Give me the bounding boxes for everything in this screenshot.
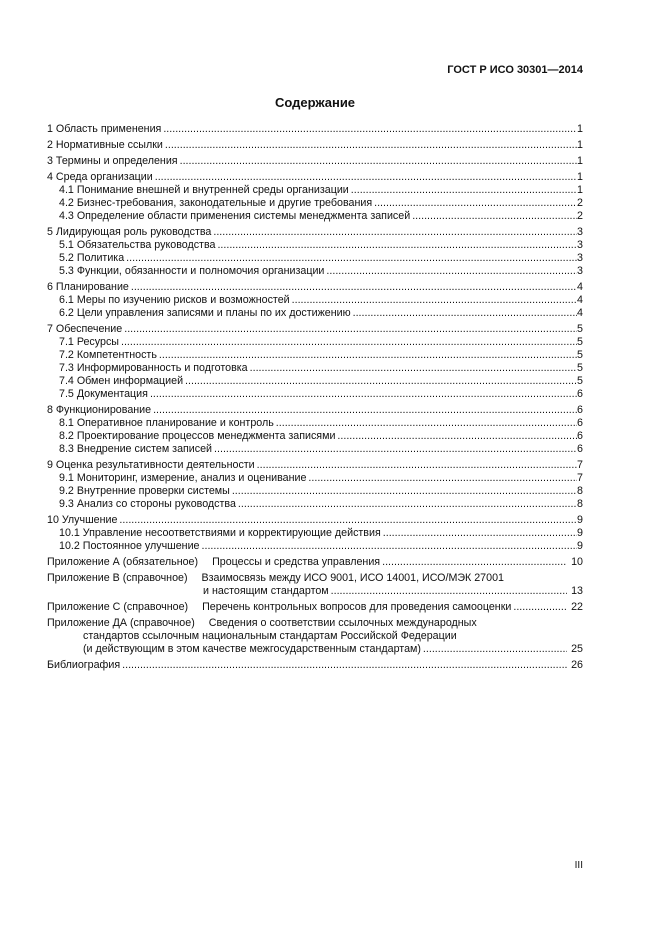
toc-appendix-da-continuation bbox=[47, 630, 583, 643]
toc-entry-page: 3 bbox=[577, 226, 583, 238]
table-of-contents bbox=[47, 123, 583, 672]
dot-leader bbox=[351, 307, 577, 320]
toc-entry-title: 9.2 Внутренние проверки системы bbox=[59, 485, 230, 497]
dot-leader bbox=[148, 388, 577, 401]
toc-entry-page: 1 bbox=[577, 171, 583, 183]
toc-subsection-4-2 bbox=[47, 197, 583, 210]
toc-subsection-10-2 bbox=[47, 540, 583, 553]
toc-section-10 bbox=[47, 514, 583, 527]
toc-entry-page: 4 bbox=[577, 281, 583, 293]
toc-entry-page: 13 bbox=[571, 585, 583, 597]
toc-entry-page: 10 bbox=[571, 556, 583, 568]
dot-leader bbox=[230, 485, 577, 498]
dot-leader bbox=[157, 349, 577, 362]
dot-leader bbox=[335, 430, 577, 443]
toc-subsection-9-2 bbox=[47, 485, 583, 498]
toc-entry-page: 22 bbox=[571, 601, 583, 613]
toc-section-4 bbox=[47, 171, 583, 184]
toc-entry-title: 6.2 Цели управления записями и планы по их достижению bbox=[59, 307, 351, 319]
toc-entry-title: 8 Функционирование bbox=[47, 404, 152, 416]
toc-entry-page: 4 bbox=[577, 294, 583, 306]
dot-leader bbox=[151, 404, 577, 417]
dot-leader bbox=[212, 443, 577, 456]
dot-leader bbox=[248, 362, 577, 375]
toc-subsection-5-3 bbox=[47, 265, 583, 278]
dot-leader bbox=[183, 375, 577, 388]
toc-entry-page: 5 bbox=[577, 349, 583, 361]
appendix-label: Приложение В (справочное) bbox=[47, 572, 188, 584]
dot-leader bbox=[511, 601, 567, 614]
toc-subsection-7-5 bbox=[47, 388, 583, 401]
toc-entry-title: 7.4 Обмен информацией bbox=[59, 375, 184, 387]
toc-entry-page: 26 bbox=[571, 659, 583, 671]
dot-leader bbox=[324, 265, 577, 278]
toc-entry-title: 6.1 Меры по изучению рисков и возможностей bbox=[59, 294, 290, 306]
dot-leader bbox=[329, 585, 567, 598]
toc-entry-page: 4 bbox=[577, 307, 583, 319]
toc-subsection-4-3 bbox=[47, 210, 583, 223]
toc-entry-title: 7 Обеспечение bbox=[47, 323, 123, 335]
dot-leader bbox=[161, 123, 577, 136]
page-title: Содержание bbox=[274, 95, 356, 110]
toc-appendix-da-continuation bbox=[47, 643, 583, 656]
toc-subsection-8-1 bbox=[47, 417, 583, 430]
dot-leader bbox=[381, 527, 577, 540]
toc-entry-title: 5.1 Обязательства руководства bbox=[59, 239, 216, 251]
toc-section-8 bbox=[47, 404, 583, 417]
dot-leader bbox=[200, 540, 578, 553]
toc-entry-title: 10.2 Постоянное улучшение bbox=[59, 540, 200, 552]
dot-leader bbox=[410, 210, 577, 223]
dot-leader bbox=[153, 171, 577, 184]
toc-subsection-8-3 bbox=[47, 443, 583, 456]
toc-entry-title: 2 Нормативные ссылки bbox=[47, 139, 163, 151]
toc-entry-page: 8 bbox=[577, 498, 583, 510]
appendix-title: Взаимосвязь между ИСО 9001, ИСО 14001, ИСО/МЭК 27001 bbox=[201, 572, 504, 584]
toc-entry-page: 1 bbox=[577, 139, 583, 151]
toc-entry-page: 2 bbox=[577, 197, 583, 209]
toc-entry-title: 5.3 Функции, обязанности и полномочия организации bbox=[59, 265, 325, 277]
toc-entry-title: 5.2 Политика bbox=[59, 252, 125, 264]
appendix-title-continuation: стандартов ссылочным национальным стандартам Российской Федерации bbox=[83, 630, 457, 642]
toc-entry-page: 6 bbox=[577, 417, 583, 429]
toc-appendix-da bbox=[47, 617, 583, 630]
dot-leader bbox=[215, 239, 577, 252]
toc-entry-title: 4.2 Бизнес-требования, законодательные и другие требования bbox=[59, 197, 373, 209]
toc-entry-page: 9 bbox=[577, 540, 583, 552]
toc-entry-page: 9 bbox=[577, 527, 583, 539]
toc-entry-page: 6 bbox=[577, 443, 583, 455]
toc-entry-page: 3 bbox=[577, 252, 583, 264]
toc-entry-page: 1 bbox=[577, 123, 583, 135]
toc-entry-page: 1 bbox=[577, 155, 583, 167]
toc-appendix-c bbox=[47, 601, 583, 614]
dot-leader bbox=[274, 417, 577, 430]
dot-leader bbox=[349, 184, 577, 197]
toc-entry-title: 4.1 Понимание внешней и внутренней среды организации bbox=[59, 184, 349, 196]
toc-entry-title: 8.1 Оперативное планирование и контроль bbox=[59, 417, 274, 429]
toc-entry-page: 6 bbox=[577, 404, 583, 416]
page-number: III bbox=[574, 860, 583, 871]
toc-appendix-b bbox=[47, 572, 583, 585]
dot-leader bbox=[211, 226, 577, 239]
toc-entry-page: 6 bbox=[577, 430, 583, 442]
dot-leader bbox=[129, 281, 577, 294]
toc-entry-page: 7 bbox=[577, 459, 583, 471]
toc-entry-title: 3 Термины и определения bbox=[47, 155, 178, 167]
dot-leader bbox=[421, 643, 567, 656]
toc-entry-title: 5 Лидирующая роль руководства bbox=[47, 226, 212, 238]
toc-bibliography bbox=[47, 659, 583, 672]
toc-entry-title: 10 Улучшение bbox=[47, 514, 118, 526]
toc-entry-title: 10.1 Управление несоответствиями и корректирующие действия bbox=[59, 527, 381, 539]
toc-entry-page: 6 bbox=[577, 388, 583, 400]
appendix-title: Сведения о соответствии ссылочных международных bbox=[208, 617, 477, 629]
toc-subsection-6-1 bbox=[47, 294, 583, 307]
toc-entry-title: 4.3 Определение области применения системы менеджмента записей bbox=[59, 210, 411, 222]
toc-entry-page: 3 bbox=[577, 239, 583, 251]
toc-entry-page: 1 bbox=[577, 184, 583, 196]
toc-subsection-8-2 bbox=[47, 430, 583, 443]
toc-subsection-5-1 bbox=[47, 239, 583, 252]
toc-entry-title: 7.1 Ресурсы bbox=[59, 336, 119, 348]
dot-leader bbox=[290, 294, 577, 307]
dot-leader bbox=[124, 252, 577, 265]
appendix-label: Приложение С (справочное) bbox=[47, 601, 189, 613]
toc-entry-page: 2 bbox=[577, 210, 583, 222]
toc-section-2 bbox=[47, 139, 583, 152]
appendix-title: Процессы и средства управления bbox=[212, 556, 381, 568]
toc-entry-title: 4 Среда организации bbox=[47, 171, 153, 183]
toc-entry-page: 9 bbox=[577, 514, 583, 526]
toc-appendix-b-continuation bbox=[47, 585, 583, 598]
toc-entry-title: 9 Оценка результативности деятельности bbox=[47, 459, 255, 471]
appendix-title-continuation: (и действующим в этом качестве межгосударственным стандартам) bbox=[83, 643, 421, 655]
dot-leader bbox=[122, 323, 577, 336]
toc-subsection-9-3 bbox=[47, 498, 583, 511]
appendix-title-continuation: и настоящим стандартом bbox=[203, 585, 329, 597]
toc-section-7 bbox=[47, 323, 583, 336]
toc-entry-title: 7.3 Информированность и подготовка bbox=[59, 362, 248, 374]
dot-leader bbox=[120, 659, 567, 672]
toc-entry-page: 7 bbox=[577, 472, 583, 484]
toc-subsection-10-1 bbox=[47, 527, 583, 540]
toc-subsection-4-1 bbox=[47, 184, 583, 197]
toc-entry-title: 8.3 Внедрение систем записей bbox=[59, 443, 213, 455]
toc-entry-title: 9.1 Мониторинг, измерение, анализ и оценивание bbox=[59, 472, 307, 484]
appendix-label: Приложение А (обязательное) bbox=[47, 556, 199, 568]
dot-leader bbox=[372, 197, 577, 210]
toc-entry-title: 1 Область применения bbox=[47, 123, 162, 135]
toc-entry-page: 5 bbox=[577, 375, 583, 387]
toc-entry-page: 25 bbox=[571, 643, 583, 655]
toc-subsection-7-1 bbox=[47, 336, 583, 349]
appendix-label: Приложение ДА (справочное) bbox=[47, 617, 195, 629]
toc-section-1 bbox=[47, 123, 583, 136]
toc-subsection-9-1 bbox=[47, 472, 583, 485]
toc-subsection-7-2 bbox=[47, 349, 583, 362]
dot-leader bbox=[163, 139, 577, 152]
toc-entry-title: 8.2 Проектирование процессов менеджмента записями bbox=[59, 430, 336, 442]
toc-entry-page: 5 bbox=[577, 336, 583, 348]
toc-entry-page: 3 bbox=[577, 265, 583, 277]
dot-leader bbox=[236, 498, 577, 511]
appendix-title: Перечень контрольных вопросов для проведения самооценки bbox=[202, 601, 512, 613]
standard-code-header: ГОСТ Р ИСО 30301—2014 bbox=[447, 64, 583, 76]
toc-section-6 bbox=[47, 281, 583, 294]
dot-leader bbox=[306, 472, 577, 485]
toc-entry-title: 7.2 Компетентность bbox=[59, 349, 157, 361]
toc-section-3 bbox=[47, 155, 583, 168]
toc-entry-title: Библиография bbox=[47, 659, 121, 671]
toc-entry-page: 5 bbox=[577, 323, 583, 335]
dot-leader bbox=[119, 336, 577, 349]
dot-leader bbox=[380, 556, 567, 569]
toc-entry-page: 5 bbox=[577, 362, 583, 374]
toc-section-5 bbox=[47, 226, 583, 239]
toc-entry-title: 9.3 Анализ со стороны руководства bbox=[59, 498, 236, 510]
toc-entry-page: 8 bbox=[577, 485, 583, 497]
toc-entry-title: 7.5 Документация bbox=[59, 388, 148, 400]
toc-entry-title: 6 Планирование bbox=[47, 281, 129, 293]
dot-leader bbox=[255, 459, 577, 472]
dot-leader bbox=[117, 514, 577, 527]
toc-subsection-7-3 bbox=[47, 362, 583, 375]
toc-subsection-6-2 bbox=[47, 307, 583, 320]
toc-subsection-5-2 bbox=[47, 252, 583, 265]
dot-leader bbox=[178, 155, 577, 168]
toc-appendix-a bbox=[47, 556, 583, 569]
toc-subsection-7-4 bbox=[47, 375, 583, 388]
toc-section-9 bbox=[47, 459, 583, 472]
